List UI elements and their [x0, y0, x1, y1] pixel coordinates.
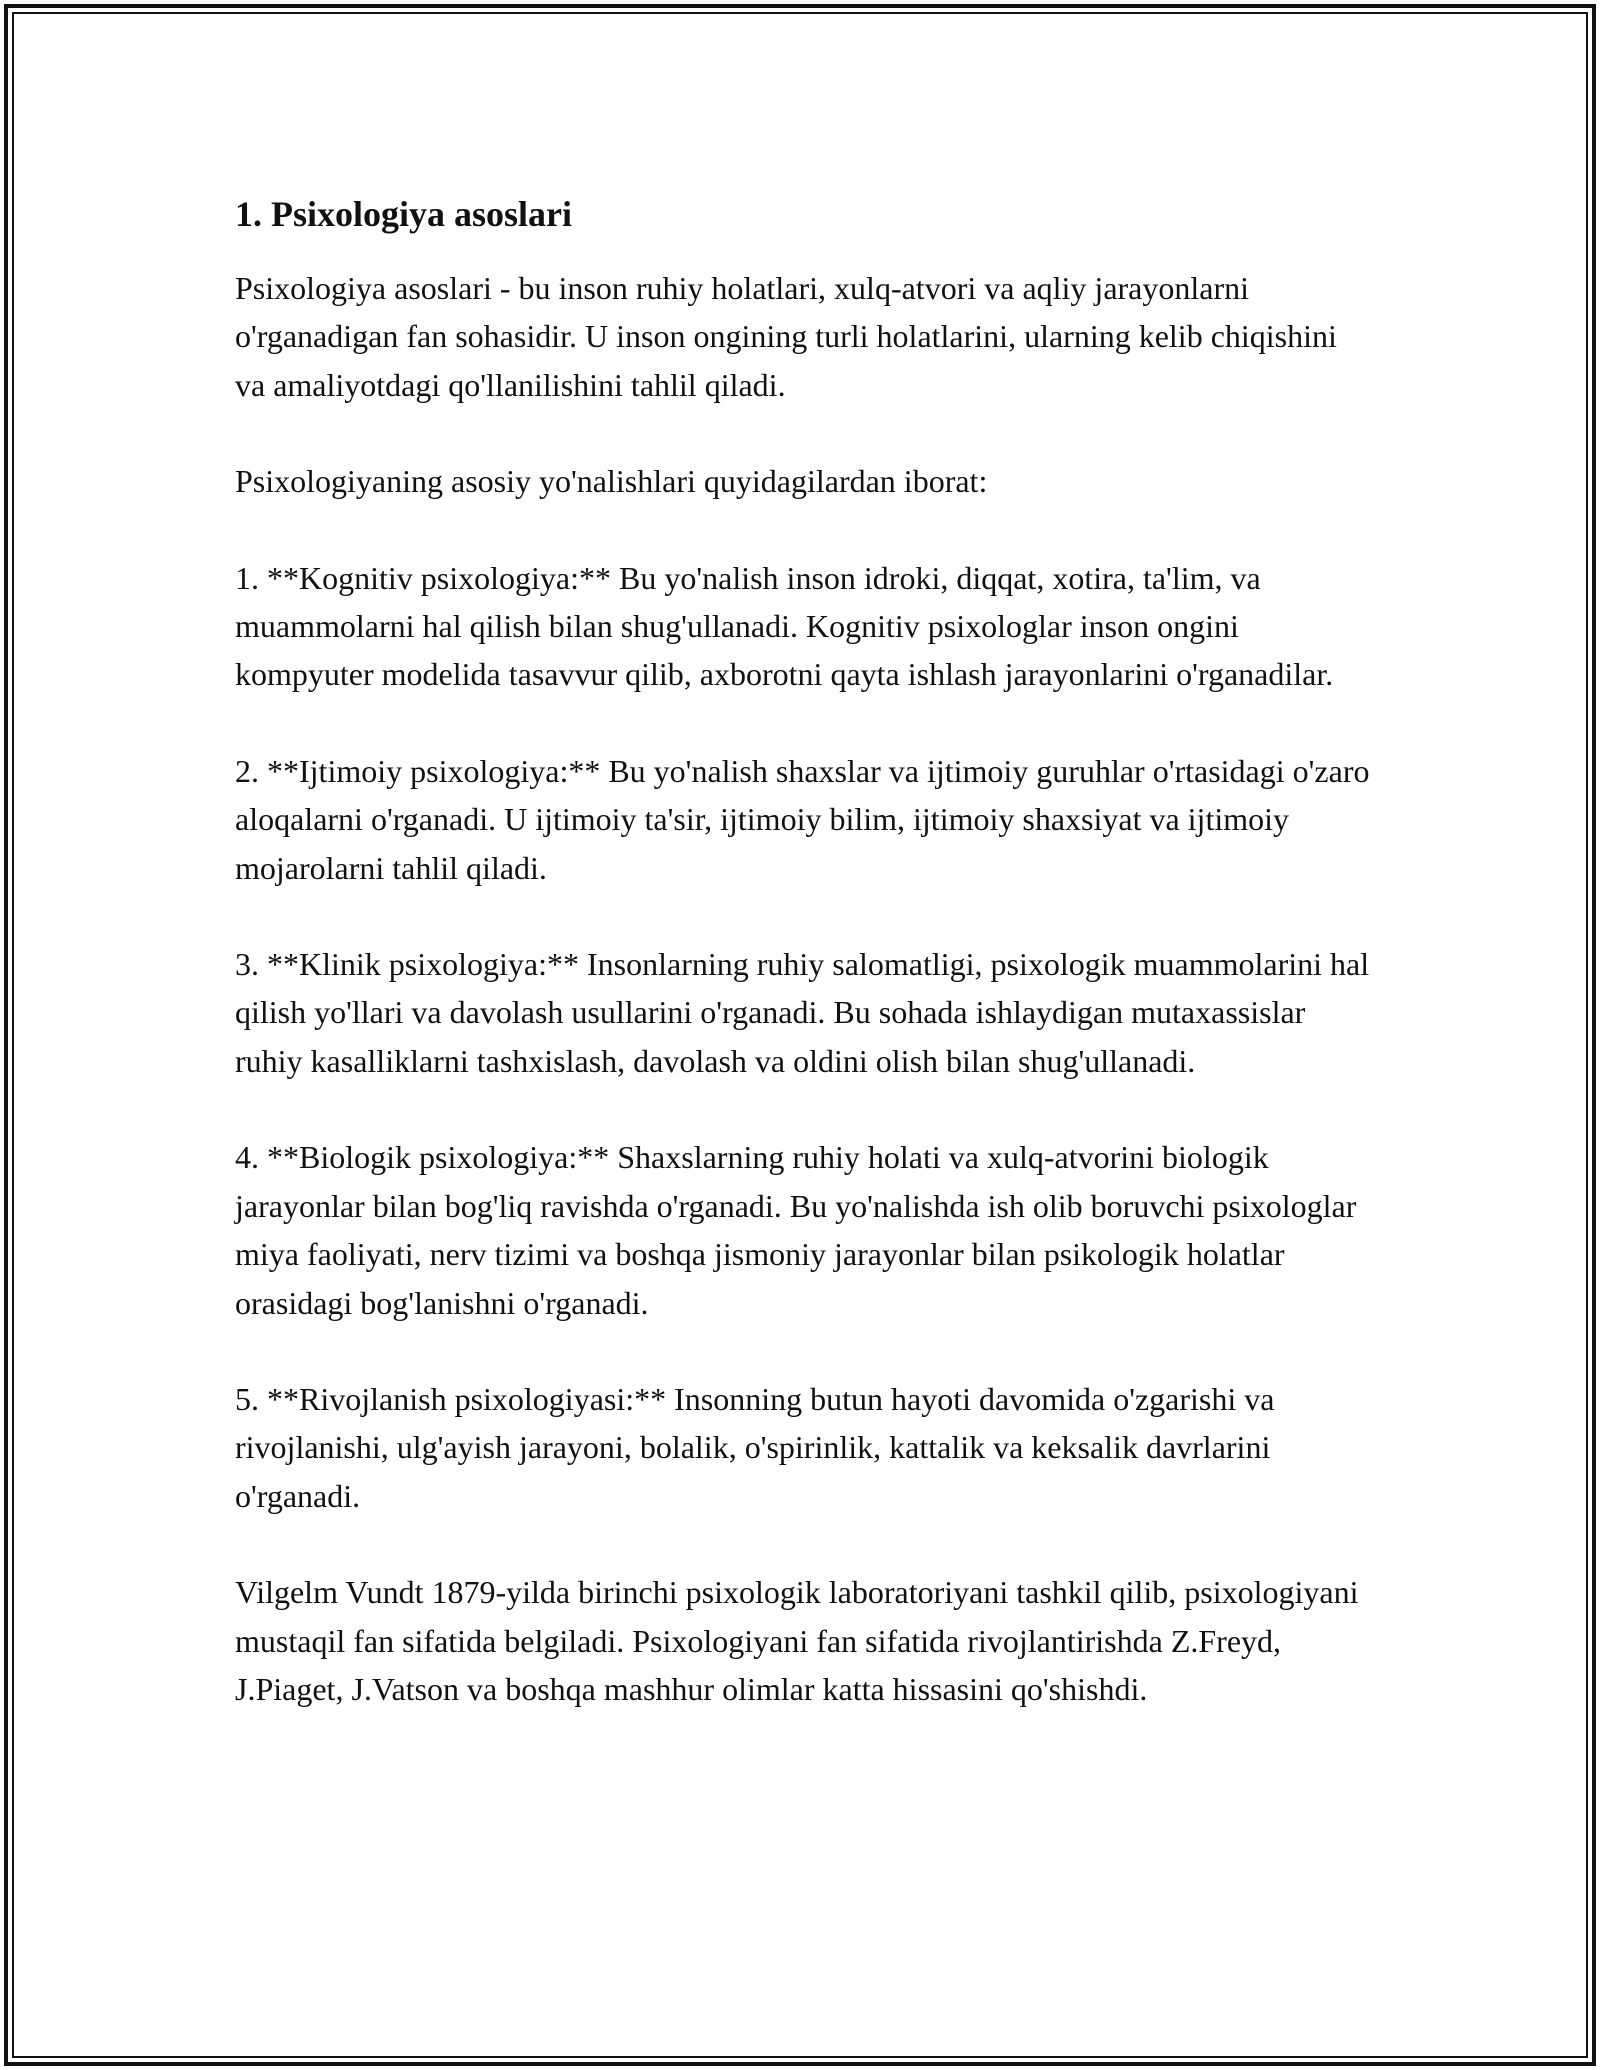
list-item-clinical-psychology: 3. **Klinik psixologiya:** Insonlarning ruhiy salomatligi, psixologik muammolarini hal qilish yo'llari va davolash usullarini o'rganadi. Bu sohada ishlaydigan mutaxassislar ruhiy kasalliklarni tashxislash, davolash va oldini olish bilan shug'ullanadi. [235, 946, 1370, 1079]
list-item-social-psychology: 2. **Ijtimoiy psixologiya:** Bu yo'nalish shaxslar va ijtimoiy guruhlar o'rtasidagi o'zaro aloqalarni o'rganadi. U ijtimoiy ta'sir, ijtimoiy bilim, ijtimoiy shaxsiyat va ijtimoiy mojarolarni tahlil qiladi. [235, 752, 1370, 886]
list-item-cognitive-psychology: 1. **Kognitiv psixologiya:** Bu yo'nalish inson idroki, diqqat, xotira, ta'lim, va muammolarni hal qilish bilan shug'ullanadi. Kognitiv psixologlar inson ongini kompyuter modelida tasavvur qilib, axborotni qayta ishlash jarayonlarini o'rganadilar. [235, 559, 1334, 693]
intro-paragraph: Psixologiya asoslari - bu inson ruhiy holatlari, xulq-atvori va aqliy jarayonlarni o'rganadigan fan sohasidir. U inson ongining turli holatlarini, ularning kelib chiqishini va amaliyotdagi qo'llanilishini tahlil qiladi. [235, 270, 1337, 403]
list-item-biological-psychology: 4. **Biologik psixologiya:** Shaxslarning ruhiy holati va xulq-atvorini biologik jarayonlar bilan bog'liq ravishda o'rganadi. Bu yo'nalishda ish olib boruvchi psixologlar miya faoliyati, nerv tizimi va boshqa jismoniy jarayonlar bilan psikologik holatlar orasidagi bog'lanishni o'rganadi. [235, 1139, 1357, 1321]
directions-intro-paragraph: Psixologiyaning asosiy yo'nalishlari quyidagilardan iborat: [235, 463, 988, 500]
history-paragraph: Vilgelm Vundt 1879-yilda birinchi psixologik laboratoriyani tashkil qilib, psixologiyani mustaqil fan sifatida belgiladi. Psixologiyani fan sifatida rivojlantirishda Z.Freyd, J.Piaget, J.Vatson va boshqa mashhur olimlar katta hissasini qo'shishdi. [235, 1574, 1359, 1707]
document-body [235, 186, 1375, 1761]
section-heading: 1. Psixologiya asoslari [235, 194, 573, 234]
list-item-developmental-psychology: 5. **Rivojlanish psixologiyasi:** Insonning butun hayoti davomida o'zgarishi va rivojlanishi, ulg'ayish jarayoni, bolalik, o'spirinlik, kattalik va keksalik davrlarini o'rganadi. [235, 1380, 1275, 1514]
